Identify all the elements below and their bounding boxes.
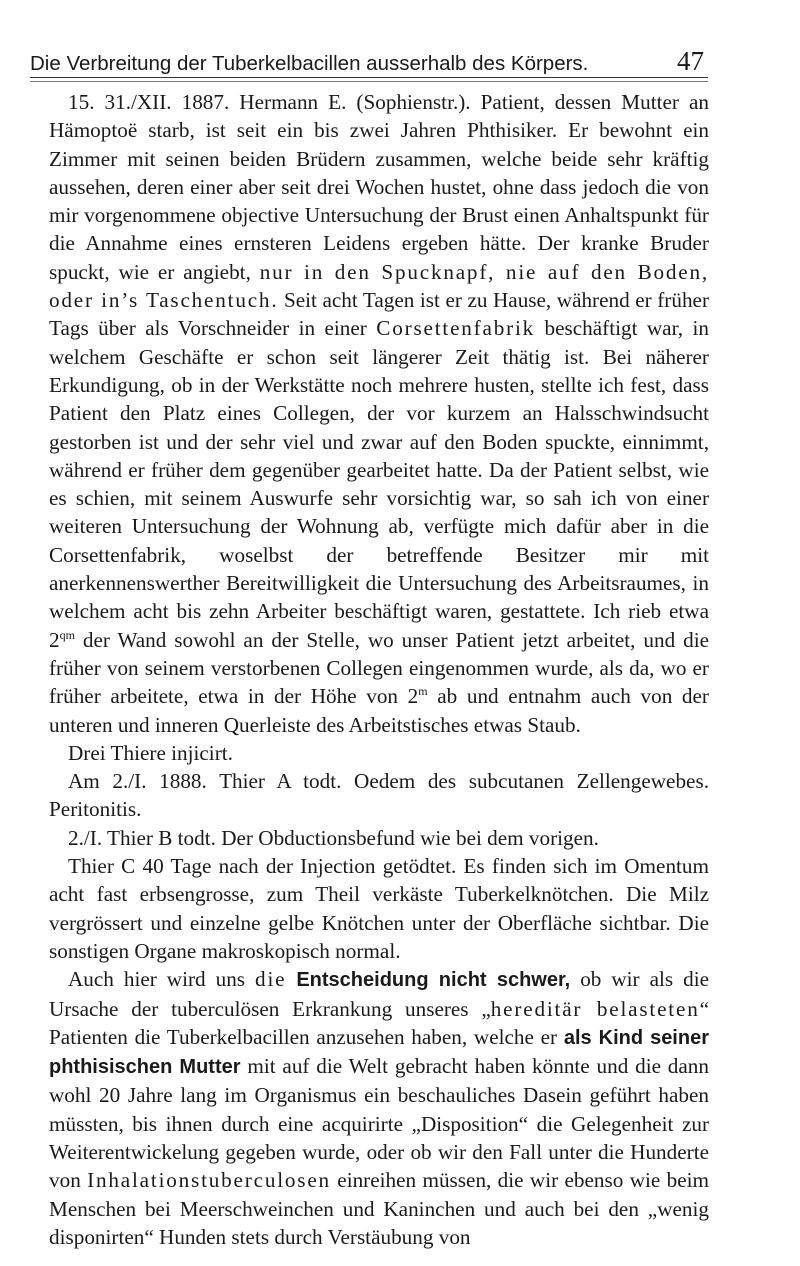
text-run: einreihen müssen, die wir ebenso wie beim Menschen bei Meerschweinchen und Kaninchen und auch bei den „wenig disponirten“ Hunden stets durch Verstäubung von	[49, 1168, 710, 1249]
conclusion-paragraph	[49, 965, 709, 1251]
spaced-text: die	[255, 967, 287, 992]
case-paragraph	[49, 88, 709, 739]
text-run: beschäftigt war, in welchem Geschäfte er schon seit längerer Zeit thätig ist. Bei näherer Erkundigung, ob in der Werkstätte noch mehrere husten, stellte ich fest, dass Patient den Platz eines Collegen, der vor kurzem an Halsschwindsucht gestorben ist und der sehr viel und zwar auf den Boden spuckte, einnimmt, während er früher dem gegenüber gearbeitet hatte. Da der Patient selbst, wie es schien, mit seinem Auswurfe sehr vorsichtig war, so sah ich von einer weiteren Untersuchung der Wohnung ab, verfügte mich dafür aber in die Corsettenfabrik, woselbst der betreffende Besitzer mir mit anerkennenswerther Bereitwilligkeit die Untersuchung des Arbeitsraumes, in welchem acht bis zehn Arbeiter beschäftigt waren, gestattete. Ich rieb etwa 2	[49, 316, 709, 652]
spaced-text: Corsettenfabrik	[376, 316, 536, 341]
result-paragraph: Thier C 40 Tage nach der Injection getödtet. Es finden sich im Omentum acht fast erbsengrosse, zum Theil verkäste Tuberkelknötchen. Die Milz vergrössert und einzelne gelbe Knötchen unter der Oberfläche sichtbar. Die sonstigen Organe makroskopisch normal.	[49, 854, 709, 963]
bold-text: Entscheidung nicht schwer,	[296, 969, 571, 992]
page-number: 47	[677, 46, 704, 76]
text-run: Seit acht Tagen ist er zu Hause, während er früher Tags über als Vorschneider in einer	[49, 288, 709, 341]
running-header	[30, 46, 704, 77]
text-run: ob wir als die Ursache der tuberculösen Erkrankung unseres „	[49, 967, 709, 1021]
running-title: Die Verbreitung der Tuberkelbacillen ausserhalb des Körpers.	[30, 52, 589, 75]
text-run: ab und entnahm auch von der unteren und inneren Querleiste des Arbeitstisches etwas Staub.	[49, 684, 709, 737]
page-body	[49, 88, 709, 1251]
result-paragraph: Am 2./I. 1888. Thier A todt. Oedem des subcutanen Zellengewebes. Peritonitis.	[49, 769, 709, 822]
text-run: “ Patienten die Tuberkelbacillen anzusehen haben, welche er	[49, 996, 709, 1049]
text-run: 15. 31./XII. 1887. Hermann E. (Sophienstr.). Patient, dessen Mutter an Hämoptoë starb, ist seit ein bis zwei Jahren Phthisiker. Er bewohnt ein Zimmer mit seinen beiden Brüdern zusammen, welche beide sehr kräftig aussehen, deren einer aber seit drei Wochen hustet, ohne dass jedoch die von mir vorgenommene objective Untersuchung der Brust einen Anhaltspunkt für die Annahme eines ernsteren Leidens ergeben hätte. Der kranke Bruder spuckt, wie er angiebt,	[49, 90, 709, 284]
unit-superscript: m	[418, 684, 428, 699]
injection-note: Drei Thiere injicirt.	[68, 740, 233, 765]
unit-superscript: qm	[59, 627, 75, 642]
result-paragraph: 2./I. Thier B todt. Der Obductionsbefund wie bei dem vorigen.	[68, 825, 599, 850]
spaced-text: hereditär belasteten	[490, 996, 700, 1021]
spaced-text: Inhalationstuberculosen	[87, 1168, 331, 1193]
header-rule	[30, 77, 708, 82]
text-run: Auch hier wird uns	[68, 967, 256, 992]
text-run	[286, 967, 296, 991]
text-run: der Wand sowohl an der Stelle, wo unser Patient jetzt arbeitet, und die früher von seinem verstorbenen Collegen eingenommen wurde, als da, wo er früher arbeitete, etwa in der Höhe von 2	[49, 627, 709, 709]
text-run: mit auf die Welt gebracht haben könnte und die dann wohl 20 Jahre lang im Organismus ein beschauliches Dasein geführt haben müssten, bis ihnen durch eine acquirirte „Disposition“ die Gelegenheit zur Weiterentwickelung gegeben wurde, oder ob wir den Fall unter die Hunderte von	[49, 1054, 709, 1193]
spaced-text: nur in den Spucknapf, nie auf den Boden, oder in’s Taschentuch.	[49, 259, 710, 313]
bold-text: als Kind seiner phthisischen Mutter	[49, 1026, 709, 1079]
